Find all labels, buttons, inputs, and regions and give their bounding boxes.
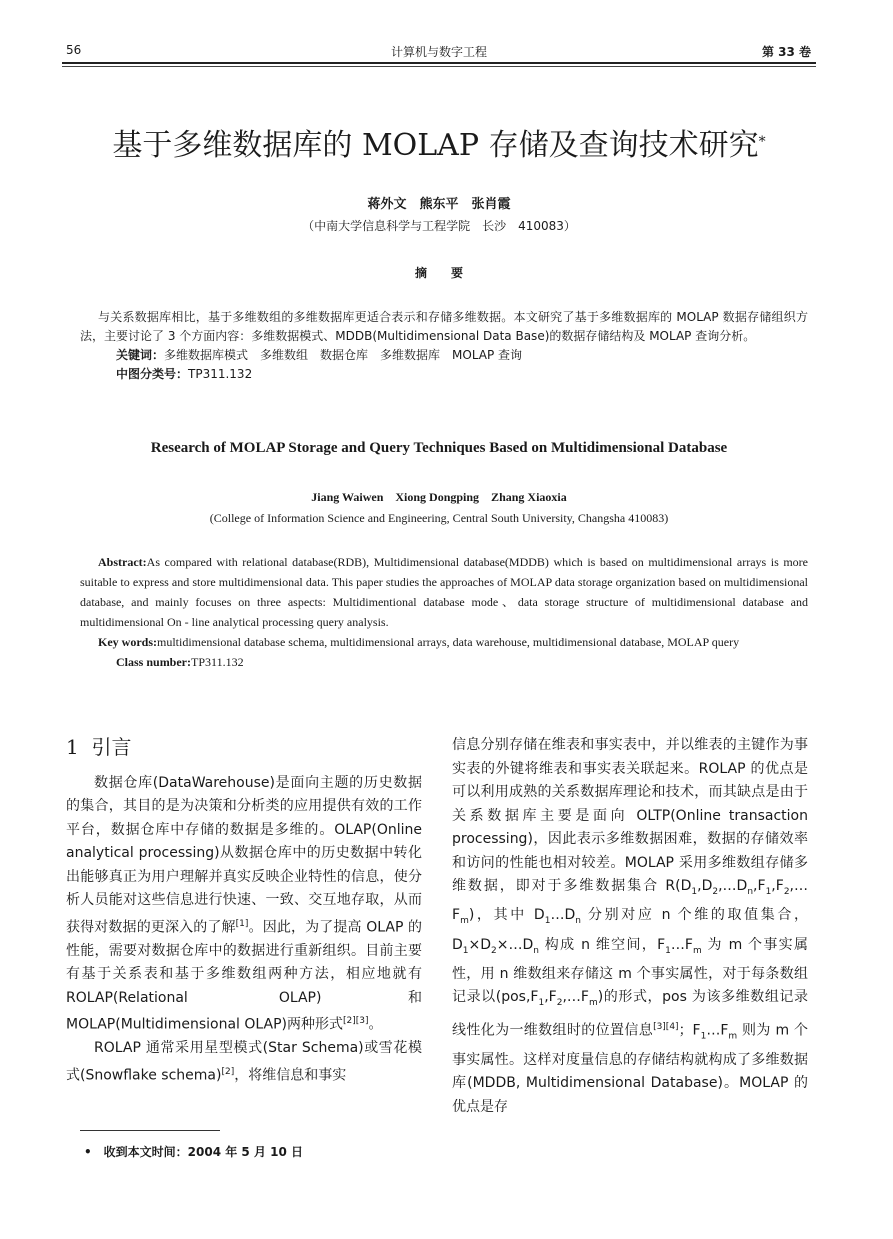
right-column bbox=[452, 734, 808, 1119]
section-1-heading: 1 引言 bbox=[66, 735, 132, 759]
abstract-en bbox=[80, 552, 808, 672]
footnote-received-date: • 收到本文时间：2004 年 5 月 10 日 bbox=[84, 1145, 304, 1159]
journal-name: 计算机与数字工程 bbox=[390, 45, 487, 59]
class-number-cn: 中图分类号：TP311.132 bbox=[116, 367, 253, 381]
paper-title-cn bbox=[62, 124, 816, 168]
header-rule-thin bbox=[62, 66, 816, 67]
affiliation-cn: （中南大学信息科学与工程学院 长沙 410083） bbox=[302, 219, 576, 233]
keywords-cn: 关键词：多维数据库模式 多维数组 数据仓库 多维数据库 MOLAP 查询 bbox=[116, 348, 523, 362]
abstract-cn bbox=[80, 308, 808, 384]
header-rule bbox=[62, 62, 816, 64]
affiliation-en: (College of Information Science and Engineering, Central South University, Changsha 410083) bbox=[209, 511, 669, 525]
authors-en: Jiang Waiwen Xiong Dongping Zhang Xiaoxia bbox=[311, 490, 567, 504]
left-column bbox=[66, 736, 422, 1088]
abstract-en-text: Abstract:As compared with relational database(RDB), Multidimensional database(MDDB) which is based on multidimensional arrays is more suitable to express and store multidimensional data. This paper studies the approaches of MOLAP data storage organization based on multidimensional database, and mainly focuses on three aspects: Multidimentional database mode、data storage structure of multidimensional database and multidimensional On - line analytical processing query analysis. bbox=[80, 555, 808, 629]
paper-title-en: Research of MOLAP Storage and Query Techniques Based on Multidimensional Database bbox=[150, 440, 728, 456]
abstract-cn-text: 与关系数据库相比，基于多维数组的多维数据库更适合表示和存储多维数据。本文研究了基于多维数据库的 MOLAP 数据存储组织方法，主要讨论了 3 个方面内容：多维数据模式、MDDB(Multidimensional Data Base)的数据存储结构及 MOLAP 查询分析。 bbox=[80, 310, 808, 343]
authors-cn: 蒋外文 熊东平 张肖霞 bbox=[367, 197, 511, 212]
keywords-en: Key words:multidimensional database schema, multidimensional arrays, data warehouse, multidimensional database, MOLAP query bbox=[98, 635, 740, 649]
title-footnote-mark: * bbox=[758, 134, 766, 150]
volume-label: 第 33 卷 bbox=[761, 45, 811, 59]
class-number-en: Class number:TP311.132 bbox=[116, 655, 244, 669]
footnote-rule bbox=[80, 1130, 220, 1131]
abstract-heading-cn: 摘 要 bbox=[414, 266, 463, 280]
paragraph: 数据仓库(DataWarehouse)是面向主题的历史数据的集合，其目的是为决策和分析类的应用提供有效的工作平台，数据仓库中存储的数据是多维的。OLAP(Online analytical processing)从数据仓库中的历史数据中转化出能够真正为用户理解并真实反映企业特性的信息，使分析人员能对这些信息进行快速、一致、交互地存取，从而获得对数据的更深入的了解[1]。因此，为了提高 OLAP 的性能，需要对数据仓库中的数据进行重新组织。目前主要有基于关系表和基于多维数组两种方法，相应地就有 ROLAP(Relational OLAP)和 MOLAP(Multidimensional OLAP)两种形式[2][3]。 bbox=[66, 774, 423, 1033]
title-text: 基于多维数据库的 MOLAP 存储及查询技术研究 bbox=[112, 128, 759, 163]
paragraph: 信息分别存储在维表和事实表中，并以维表的主键作为事实表的外键将维表和事实表关联起来。ROLAP 的优点是可以利用成熟的关系数据库理论和技术，而其缺点是由于关系数据库主要是面向 OLTP(Online transaction processing)，因此表示多维数据困难，数据的存储效率和访问的性能也相对较差。MOLAP 采用多维数组存储多维数据，即对于多维数据集合 $R(D_1,D_2,\dots D_n,F_1,F_2,\dots F_m)$，其中 $D_1\dots D_n$ 分别对应 n 个维的取值集合，$D_1\times D_2\times\dots D_n$ 构成 n 维空间，$F_1\dots F_m$ 为 m 个事实属性，用 n 维数组来存储这 m 个事实属性，对于每条数组记录以$(pos,F_1,F_2,\dots F_m)$的形式，pos 为该多维数组记录线性化为一维数组时的位置信息[3][4]；$F_1\dots F_m$ 则为 m 个事实属性。这样对度量信息的存储结构就构成了多维数据库(MDDB, Multidimensional Database)。MOLAP 的优点是存 bbox=[452, 737, 808, 1115]
page-number: 56 bbox=[66, 43, 82, 57]
paragraph: ROLAP 通常采用星型模式(Star Schema)或雪花模式(Snowflake schema)[2]，将维信息和事实 bbox=[66, 1040, 422, 1084]
